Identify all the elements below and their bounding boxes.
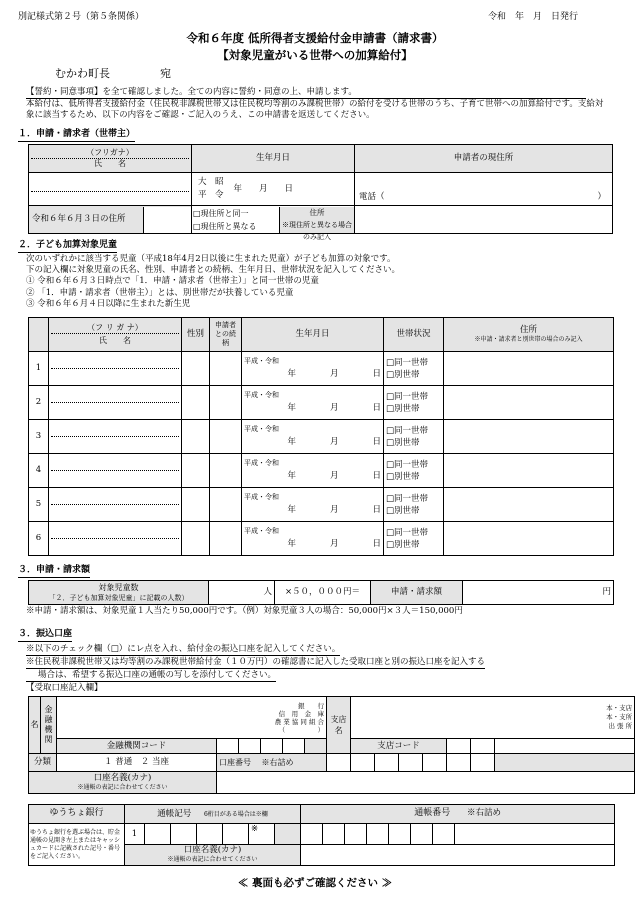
child-relation-field[interactable] <box>210 386 242 420</box>
children-table <box>28 317 614 556</box>
branch-type-options[interactable]: 本・支店 本・支所 出 張 所 <box>606 704 633 730</box>
yucho-kigou-digit[interactable] <box>145 824 171 845</box>
rate-text: ×５０，０００円＝ <box>275 581 371 605</box>
applicant-name-field[interactable] <box>29 173 192 206</box>
bank-name-field[interactable] <box>57 697 327 739</box>
same-household-checkbox[interactable]: □同一世帯 <box>386 425 429 436</box>
child-sex-field[interactable] <box>182 522 210 556</box>
same-household-checkbox[interactable]: □同一世帯 <box>386 459 429 470</box>
section2-instructions: 次のいずれかに該当する児童（平成18年4月2日以後に生まれた児童）が子ども加算の対象です。 下の記入欄に対象児童の氏名、性別、申請者との続柄、生年月日、世帯状況を記入してください。 ① 令和６年６月３日時点で「1．申請・請求者（世帯主）」と同一世帯の児童 ② 「1．申請・請求者（世帯主）」とは、別世帯だが扶養している児童 ③ 令和６年６月４日以降に生まれた新生児 <box>26 254 401 309</box>
child-dob-field[interactable]: 平成・令和 年 月 日 <box>242 352 384 386</box>
account-holder-field[interactable] <box>217 772 635 794</box>
footer-note: ≪ 裏面も必ずご確認ください ≫ <box>237 877 393 889</box>
child-row: 6 平成・令和 年 月 日 □同一世帯 □別世帯 <box>29 522 614 556</box>
child-sex-field[interactable] <box>182 420 210 454</box>
same-household-checkbox[interactable]: □同一世帯 <box>386 527 429 538</box>
child-dob-field[interactable]: 平成・令和 年 月 日 <box>242 420 384 454</box>
account-number-note: ※右詰め <box>261 757 294 767</box>
yucho-bangou-digit[interactable] <box>323 824 345 845</box>
child-relation-field[interactable] <box>210 420 242 454</box>
phone-label: 電話（ <box>359 192 385 203</box>
applicant-dob-label: 生年月日 <box>192 145 355 173</box>
pledge-body: 本給付は、低所得者支援給付金（住民税非課税世帯又は住民税均等割のみ課税世帯）の給付を受ける世帯のうち、子育て世帯への加算給付です。支給対象に該当するため、以下の内容をご確認・ご記入のうえ、この申請書を返送してください。 <box>26 99 604 120</box>
bank-type-options[interactable]: 銀 行 信 用 金 庫 農 業 協 同 組 合 （ ） <box>274 701 325 734</box>
account-number-digit[interactable] <box>471 754 495 772</box>
yucho-label: ゆうちょ銀行 <box>29 805 125 824</box>
branch-label: 支店名 <box>327 697 351 754</box>
branch-code-label: 支店コード <box>351 739 447 754</box>
account-type-label: 分類 <box>29 754 57 772</box>
child-address-field[interactable] <box>444 420 614 454</box>
yucho-holder-label: 口座名義(カナ) <box>183 845 242 855</box>
bank-code-label: 金融機関コード <box>57 739 217 754</box>
child-relation-field[interactable] <box>210 522 242 556</box>
bank-instructions: ※以下のチェック欄（□）にレ点を入れ、給付金の振込口座を記入してください。 ※住民税非課税世帯又は均等割のみ課税世帯給付金（１０万円）の確認書に記入した受取口座と別の振込口座を記入する 場合は、希望する振込口座の通帳の写しを添付してください。 <box>26 644 486 680</box>
diff-address-checkbox[interactable]: □現住所と異なる <box>193 221 257 231</box>
same-household-checkbox[interactable]: □同一世帯 <box>386 357 429 368</box>
june3-address-label: 令和６年６月３日の住所 <box>32 214 126 225</box>
kinyu-label: 金融機関 <box>41 697 57 754</box>
child-status-label: 世帯状況 <box>384 318 444 352</box>
yucho-bangou-digit[interactable] <box>345 824 367 845</box>
child-address-note: ※申請・請求者と別世帯の場合のみ記入 <box>474 336 583 344</box>
claim-amount-field[interactable]: 円 <box>463 581 614 605</box>
section4-title: ３．振込口座 <box>18 629 72 642</box>
child-count-label: 対象児童数 <box>98 582 139 592</box>
child-relation-field[interactable] <box>210 352 242 386</box>
child-address-field[interactable] <box>444 352 614 386</box>
yucho-holder-note: ※通帳の表記に合わせてください <box>167 856 258 863</box>
bank-code-digit[interactable] <box>261 739 283 754</box>
bank-heading: 【受取口座記入欄】 <box>26 683 103 693</box>
bank-name-col-label: 名 <box>29 697 41 754</box>
bank-table <box>28 696 635 794</box>
other-household-checkbox[interactable]: □別世帯 <box>386 437 420 448</box>
child-address-field[interactable] <box>444 454 614 488</box>
yucho-kigou-digit[interactable] <box>197 824 223 845</box>
june3-address-field[interactable] <box>355 206 613 234</box>
child-address-label: 住所 <box>519 325 537 336</box>
issue-date: 令和 年 月 日発行 <box>488 12 579 22</box>
yucho-bangou-label: 通帳番号 <box>414 808 451 819</box>
child-name-field[interactable] <box>49 454 182 488</box>
yucho-kigou-digit-first: 1 <box>125 824 145 845</box>
yucho-kigou-digit[interactable] <box>223 824 249 845</box>
account-number-digit[interactable] <box>351 754 375 772</box>
account-number-digit[interactable] <box>327 754 351 772</box>
applicant-name-label: 氏 名 <box>31 158 189 169</box>
child-sex-field[interactable] <box>182 352 210 386</box>
june3-juusho-label: 住所 <box>309 207 325 217</box>
yucho-bangou-digit[interactable] <box>301 824 323 845</box>
child-relation-field[interactable] <box>210 454 242 488</box>
form-title: 令和６年度 低所得者支援給付金申請書（請求書） <box>186 31 444 45</box>
addressee-suffix: 宛 <box>160 67 171 80</box>
same-household-checkbox[interactable]: □同一世帯 <box>386 391 429 402</box>
other-household-checkbox[interactable]: □別世帯 <box>386 539 420 550</box>
claim-amount-label: 申請・請求額 <box>371 581 463 605</box>
child-dob-field[interactable]: 平成・令和 年 月 日 <box>242 386 384 420</box>
child-row: 1 平成・令和 年 月 日 □同一世帯 □別世帯 <box>29 352 614 386</box>
yucho-bangou-digit[interactable] <box>367 824 389 845</box>
account-number-digit[interactable] <box>399 754 423 772</box>
child-dob-field[interactable]: 平成・令和 年 月 日 <box>242 488 384 522</box>
child-row: 3 平成・令和 年 月 日 □同一世帯 □別世帯 <box>29 420 614 454</box>
child-address-field[interactable] <box>444 386 614 420</box>
child-dob-field[interactable]: 平成・令和 年 月 日 <box>242 522 384 556</box>
child-name-field[interactable] <box>49 352 182 386</box>
form-subtitle: 【対象児童がいる世帯への加算給付】 <box>217 48 413 62</box>
applicant-address-label: 申請者の現住所 <box>355 145 613 173</box>
bank-code-digit[interactable] <box>283 739 305 754</box>
branch-code-digit[interactable] <box>471 739 495 754</box>
account-number-digit[interactable] <box>375 754 399 772</box>
claim-table <box>28 580 614 605</box>
addressee: むかわ町長 <box>55 67 110 80</box>
yucho-bangou-digit[interactable] <box>389 824 411 845</box>
child-name-field[interactable] <box>49 488 182 522</box>
applicant-furigana-label: （フリガナ） <box>86 148 134 157</box>
bank-code-digit[interactable] <box>217 739 239 754</box>
applicant-table <box>28 144 613 241</box>
yucho-kigou-digit[interactable] <box>171 824 197 845</box>
claim-note: ※申請・請求額は、対象児童１人当たり50,000円です。（例）対象児童３人の場合：50,000円×３人＝150,000円 <box>26 606 463 616</box>
account-holder-label: 口座名義(カナ) <box>93 772 152 783</box>
yucho-kigou-digit-extra[interactable]: ※ <box>249 824 275 845</box>
yucho-description: ゆうちょ銀行を選ぶ場合は、貯金通帳の見開き左上またはキャッシュカードに記載された記号・番号をご記入ください。 <box>29 824 125 866</box>
child-row: 5 平成・令和 年 月 日 □同一世帯 □別世帯 <box>29 488 614 522</box>
yucho-kigou-label: 通帳記号 <box>157 808 192 819</box>
child-row: 2 平成・令和 年 月 日 □同一世帯 □別世帯 <box>29 386 614 420</box>
child-relation-label: 申請者との続柄 <box>210 318 242 352</box>
same-household-checkbox[interactable]: □同一世帯 <box>386 493 429 504</box>
june3-juusho-note: ※現住所と異なる場合のみ記入 <box>282 220 352 241</box>
section3-title: ３．申請・請求額 <box>18 565 90 578</box>
branch-code-digit[interactable] <box>495 739 635 754</box>
other-household-checkbox[interactable]: □別世帯 <box>386 403 420 414</box>
applicant-dob-field[interactable]: 大 昭 平 令 年 月 日 <box>192 173 355 206</box>
yucho-holder-field[interactable] <box>301 845 615 866</box>
section1-title: １．申請・請求者（世帯主） <box>18 129 135 142</box>
yucho-bangou-digit[interactable] <box>411 824 433 845</box>
child-sex-field[interactable] <box>182 386 210 420</box>
other-household-checkbox[interactable]: □別世帯 <box>386 505 420 516</box>
yucho-table <box>28 804 615 866</box>
child-sex-field[interactable] <box>182 488 210 522</box>
other-household-checkbox[interactable]: □別世帯 <box>386 369 420 380</box>
child-relation-field[interactable] <box>210 488 242 522</box>
child-dob-field[interactable]: 平成・令和 年 月 日 <box>242 454 384 488</box>
account-number-digit[interactable] <box>447 754 471 772</box>
child-row: 4 平成・令和 年 月 日 □同一世帯 □別世帯 <box>29 454 614 488</box>
child-furigana-label: （フ リ ガ ナ） <box>87 323 143 332</box>
child-name-field[interactable] <box>49 420 182 454</box>
yucho-bangou-digit[interactable] <box>433 824 455 845</box>
section2-title: ２．子ども加算対象児童 <box>18 240 117 253</box>
branch-name-field[interactable] <box>351 697 635 739</box>
child-count-field[interactable]: 人 <box>209 581 275 605</box>
child-name-field[interactable] <box>49 386 182 420</box>
child-address-field[interactable] <box>444 522 614 556</box>
branch-code-digit[interactable] <box>447 739 471 754</box>
form-number: 別記様式第２号（第５条関係） <box>18 12 145 22</box>
child-sex-label: 性別 <box>182 318 210 352</box>
yucho-bangou-note: ※右詰め <box>466 808 501 819</box>
pledge-heading: 【誓約・同意事項】を全て確認しました。全ての内容に誓約・同意の上、申請します。 <box>26 87 586 99</box>
same-address-checkbox[interactable]: □現住所と同一 <box>193 208 249 218</box>
child-name-label: 氏 名 <box>51 333 179 346</box>
applicant-address-field[interactable]: 電話（ ） <box>355 173 613 206</box>
yucho-bangou-digit[interactable] <box>455 824 615 845</box>
account-number-label: 口座番号 <box>219 757 251 767</box>
bank-code-digit[interactable] <box>239 739 261 754</box>
yucho-kigou-note: 6桁目がある場合は※欄 <box>203 810 268 818</box>
account-holder-note: ※通帳の表記に合わせてください <box>77 783 168 791</box>
child-count-note: 「２．子ども加算対象児童」に記載の人数） <box>48 593 189 602</box>
other-household-checkbox[interactable]: □別世帯 <box>386 471 420 482</box>
child-name-field[interactable] <box>49 522 182 556</box>
child-sex-field[interactable] <box>182 454 210 488</box>
account-type-options[interactable]: １ 普通 ２ 当座 <box>57 754 217 772</box>
child-address-field[interactable] <box>444 488 614 522</box>
account-number-digit[interactable] <box>423 754 447 772</box>
child-dob-label: 生年月日 <box>242 318 384 352</box>
